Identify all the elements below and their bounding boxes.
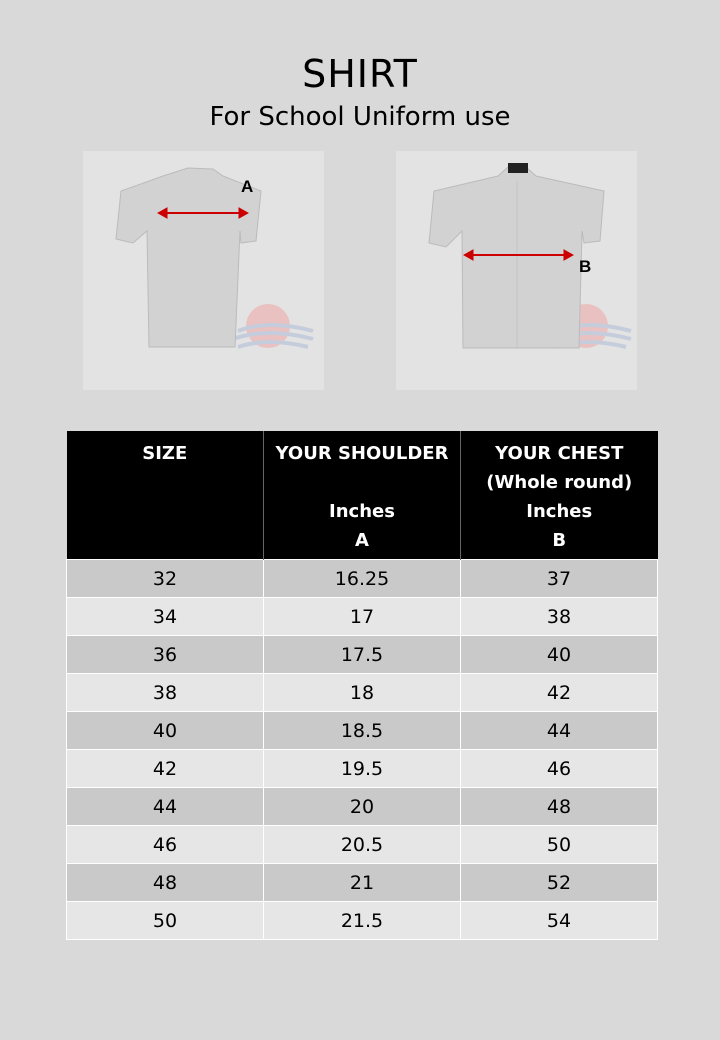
cell-shoulder: 18 (264, 674, 461, 712)
size-table (66, 431, 658, 940)
table-row (67, 750, 658, 788)
measure-label-b: B (579, 257, 592, 276)
cell-shoulder: 18.5 (264, 712, 461, 750)
cell-shoulder: 16.25 (264, 560, 461, 598)
cell-chest: 38 (461, 598, 658, 636)
header-line: (Whole round) (486, 472, 633, 493)
cell-shoulder: 19.5 (264, 750, 461, 788)
page-title: SHIRT (302, 52, 418, 96)
table-row (67, 864, 658, 902)
table-row (67, 902, 658, 940)
table-row (67, 598, 658, 636)
table-row (67, 826, 658, 864)
header-line: Inches (329, 501, 395, 522)
cell-chest: 44 (461, 712, 658, 750)
header-size (67, 431, 264, 560)
cell-size: 38 (67, 674, 264, 712)
cell-size: 42 (67, 750, 264, 788)
cell-size: 48 (67, 864, 264, 902)
header-shoulder (264, 431, 461, 560)
cell-chest: 54 (461, 902, 658, 940)
cell-chest: 48 (461, 788, 658, 826)
table-row (67, 788, 658, 826)
cell-chest: 42 (461, 674, 658, 712)
cell-chest: 50 (461, 826, 658, 864)
header-line: Inches (526, 501, 593, 522)
cell-shoulder: 20 (264, 788, 461, 826)
cell-chest: 40 (461, 636, 658, 674)
cell-size: 40 (67, 712, 264, 750)
header-line: B (552, 530, 567, 551)
cell-size: 34 (67, 598, 264, 636)
cell-size: 44 (67, 788, 264, 826)
table-row (67, 712, 658, 750)
cell-shoulder: 21.5 (264, 902, 461, 940)
cell-chest: 37 (461, 560, 658, 598)
table-header-row (67, 431, 658, 560)
table-row (67, 636, 658, 674)
cell-shoulder: 21 (264, 864, 461, 902)
header-line: YOUR SHOULDER (275, 443, 449, 464)
header-line: YOUR CHEST (495, 443, 624, 464)
cell-chest: 52 (461, 864, 658, 902)
measure-label-a: A (241, 177, 254, 196)
header-line: A (355, 530, 369, 551)
cell-size: 50 (67, 902, 264, 940)
cell-size: 36 (67, 636, 264, 674)
shirt-back-icon (116, 168, 261, 347)
cell-shoulder: 20.5 (264, 826, 461, 864)
cell-shoulder: 17 (264, 598, 461, 636)
watermark-logo (233, 304, 313, 348)
cell-chest: 46 (461, 750, 658, 788)
shirt-back-image (83, 151, 324, 390)
header-line (268, 468, 456, 497)
table-row (67, 560, 658, 598)
cell-size: 46 (67, 826, 264, 864)
page-subtitle: For School Uniform use (209, 102, 511, 132)
cell-size: 32 (67, 560, 264, 598)
cell-shoulder: 17.5 (264, 636, 461, 674)
header-chest (461, 431, 658, 560)
shirt-front-image (396, 151, 637, 390)
header-line: SIZE (142, 443, 188, 464)
table-row (67, 674, 658, 712)
